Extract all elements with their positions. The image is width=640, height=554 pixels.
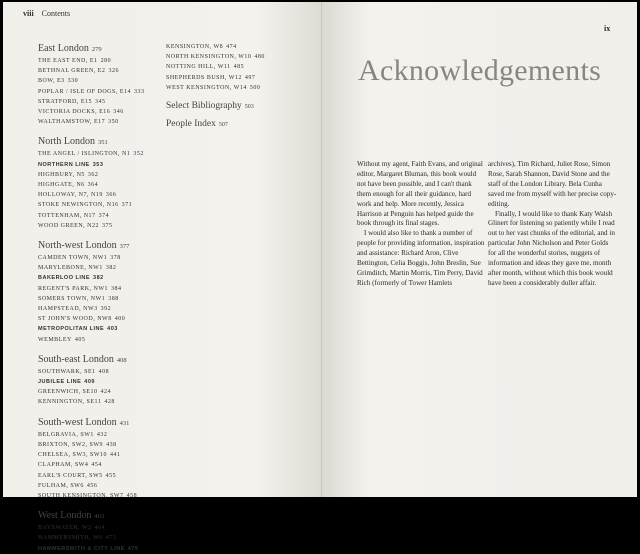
entry-name: METROPOLITAN LINE [38, 326, 105, 333]
toc-entry [38, 387, 163, 397]
page-number: 456 [86, 482, 98, 489]
paragraph: Without my agent, Faith Evans, and original editor, Margaret Bluman, this book would not have been possible, and I can't thank them enough for all their guidance, hard work and help. More recently, Jessica Harrison at Penguin has helped guide the book through its final stages. [357, 160, 483, 228]
page-number: 503 [244, 104, 254, 111]
left-page [3, 2, 322, 552]
toc-entry [38, 533, 163, 543]
page-number: 428 [104, 399, 115, 406]
toc-section-heading [38, 353, 163, 367]
page-number: 330 [67, 78, 79, 85]
page-number: 441 [110, 452, 121, 459]
toc-entry [38, 87, 163, 97]
toc-entry [38, 377, 163, 387]
page-number: 403 [107, 326, 118, 333]
section-title: Select Bibliography [166, 101, 242, 112]
page-number: 384 [111, 285, 122, 292]
page-number: 424 [100, 389, 111, 396]
entry-name: POPLAR / ISLE OF DOGS, E14 [38, 88, 132, 95]
section-title: People Index [166, 119, 216, 130]
page-number: 352 [133, 151, 144, 158]
entry-name: REGENT'S PARK, NW1 [38, 285, 109, 292]
toc-section-heading [38, 135, 163, 149]
entry-name: MARYLEBONE, NW1 [38, 265, 103, 272]
toc-section-heading [38, 42, 163, 56]
toc-entry [38, 397, 163, 407]
page-number: 497 [244, 74, 256, 81]
entry-name: HIGHGATE, N6 [38, 182, 85, 189]
toc-section-heading [166, 99, 306, 114]
page-number: 464 [94, 525, 106, 532]
entry-name: VICTORIA DOCKS, E16 [38, 109, 111, 116]
page-number: 353 [92, 161, 104, 168]
page-number: 366 [105, 192, 117, 199]
page-number: 351 [97, 139, 108, 147]
toc-entry [166, 73, 306, 83]
entry-name: SOMERS TOWN, NW1 [38, 295, 106, 302]
toc-entry [166, 42, 306, 52]
entry-name: TOTTENHAM, N17 [38, 212, 96, 219]
toc-entry [38, 190, 163, 200]
page-number: 431 [119, 419, 130, 427]
page-number: 405 [74, 336, 86, 343]
entry-name: NORTHERN LINE [38, 161, 90, 168]
entry-name: ST JOHN'S WOOD, NW8 [38, 316, 112, 323]
entry-name: BRIXTON, SW2, SW9 [38, 441, 104, 448]
entry-name: WALTHAMSTOW, E17 [38, 119, 106, 126]
entry-name: SOUTHWARK, SE1 [38, 368, 96, 375]
toc-entry [38, 523, 163, 533]
toc-entry [38, 335, 163, 345]
section-title: West London [38, 510, 92, 522]
entry-name: WEMBLEY [38, 336, 72, 343]
page-number: 454 [91, 462, 102, 469]
contents-column-2 [166, 42, 306, 132]
toc-entry [38, 460, 163, 470]
entry-name: BAKERLOO LINE [38, 275, 91, 282]
running-header [23, 9, 70, 18]
toc-entry [38, 149, 163, 159]
toc-entry [38, 253, 163, 263]
toc-entry [38, 160, 163, 170]
contents-column-1 [38, 42, 163, 554]
toc-entry [38, 304, 163, 314]
toc-section-heading [38, 239, 163, 253]
toc-entry [38, 367, 163, 377]
toc-entry [38, 430, 163, 440]
entry-name: FULHAM, SW6 [38, 482, 84, 489]
entry-name: STOKE NEWINGTON, N16 [38, 202, 119, 209]
page-number: 485 [233, 64, 245, 71]
page-number: 463 [94, 513, 105, 521]
entry-name: WEST KENSINGTON, W14 [166, 84, 247, 91]
entry-name: BAYSWATER, W2 [38, 525, 92, 532]
page-number: 333 [134, 88, 145, 95]
entry-name: THE EAST END, E1 [38, 58, 98, 64]
folio-right: ix [604, 24, 611, 33]
page-title: Acknowledgements [358, 54, 602, 87]
toc-entry [38, 273, 163, 283]
page-number: 378 [110, 255, 121, 262]
entry-name: THE ANGEL / ISLINGTON, N1 [38, 151, 131, 158]
page-number: 346 [113, 109, 124, 116]
toc-entry [38, 544, 163, 554]
entry-name: BELGRAVIA, SW1 [38, 431, 94, 438]
paragraph: Finally, I would like to thank Katy Walsh Glinert for listening so patiently while I read out to her vast chunks of the editorial, and in particular John Nicholson and Peter Golds for all the wonderful stories, nuggets of information and ideas they gave me, month after month, without which this book would have been a considerably duller affair. [488, 209, 615, 287]
page-number: 382 [93, 275, 104, 282]
entry-name: STRATFORD, E15 [38, 98, 93, 105]
page-number: 409 [84, 379, 95, 386]
entry-name: JUBILEE LINE [38, 379, 82, 386]
page-number: 364 [87, 182, 99, 189]
entry-name: CLAPHAM, SW4 [38, 462, 89, 469]
page-number: 438 [106, 441, 117, 448]
entry-name: HIGHBURY, N5 [38, 171, 85, 178]
section-title: East London [38, 43, 89, 54]
page-number: 350 [108, 119, 119, 126]
folio-left: viii [23, 9, 34, 18]
page-number: 507 [218, 122, 228, 129]
page-number: 375 [102, 222, 113, 229]
entry-name: HAMMERSMITH & CITY LINE [38, 545, 125, 552]
section-title: South-east London [38, 353, 114, 365]
page-number: 458 [126, 492, 138, 499]
header-title: Contents [41, 9, 71, 18]
page-number: 475 [127, 545, 139, 552]
paragraph: archives), Tim Richard, Juliet Rose, Simon Rose, Sarah Shannon, David Stone and the staff of the London Library. Bela Cunha saved me from myself with her precise copy-editing. [488, 160, 617, 208]
page-number: 371 [121, 202, 133, 209]
toc-section-heading [166, 117, 306, 132]
ack-column-1 [357, 160, 485, 289]
page-number: 374 [98, 212, 110, 219]
toc-entry [38, 76, 163, 86]
entry-name: BOW, E3 [38, 78, 65, 85]
page-number: 377 [119, 243, 130, 251]
entry-name: WOOD GREEN, N22 [38, 222, 99, 229]
toc-entry [38, 170, 163, 180]
toc-section-heading [38, 416, 163, 430]
entry-name: NORTH KENSINGTON, W10 [166, 54, 252, 61]
entry-name: SOUTH KENSINGTON, SW7 [38, 492, 124, 499]
entry-name: KENNINGTON, SE11 [38, 399, 102, 406]
toc-entry [38, 324, 163, 334]
entry-name: NOTTING HILL, W11 [166, 64, 231, 71]
page-number: 473 [105, 535, 117, 542]
toc-entry [38, 440, 163, 450]
toc-entry [38, 294, 163, 304]
page-number: 474 [226, 44, 237, 50]
page-number: 345 [95, 98, 106, 105]
toc-entry [38, 450, 163, 460]
toc-entry [166, 62, 306, 72]
section-title: North London [38, 136, 95, 148]
paragraph: I would also like to thank a number of people for providing information, inspiration and assistance: Richard Aron, Clive Bettington, Celia Boggis, John Breslin, Sue Grimditch, Martin Morris, Tim Perry, David Rich (formerly of Tower Hamlets [357, 229, 485, 287]
page-number: 500 [249, 84, 261, 91]
book-spread [3, 2, 637, 552]
entry-name: HAMMERSMITH, W6 [38, 535, 103, 542]
page-number: 280 [100, 58, 112, 64]
page-number: 326 [108, 68, 119, 75]
toc-entry [38, 107, 163, 117]
entry-name: CHELSEA, SW3, SW10 [38, 452, 107, 459]
entry-name: BETHNAL GREEN, E2 [38, 68, 106, 75]
page-number: 480 [254, 54, 265, 61]
section-title: South-west London [38, 416, 117, 428]
toc-entry [38, 481, 163, 491]
toc-entry [38, 117, 163, 127]
page-number: 388 [108, 295, 119, 302]
page-number: 408 [116, 356, 127, 364]
toc-entry [38, 200, 163, 210]
toc-entry [38, 284, 163, 294]
toc-entry [38, 66, 163, 76]
toc-entry [38, 97, 163, 107]
entry-name: HAMPSTEAD, NW3 [38, 306, 98, 313]
entry-name: SHEPHERDS BUSH, W12 [166, 74, 242, 81]
toc-entry [38, 314, 163, 324]
entry-name: KENSINGTON, W8 [166, 44, 224, 50]
page-number: 382 [105, 265, 117, 272]
right-page [322, 2, 637, 497]
page-number: 408 [98, 368, 110, 375]
page-number: 455 [105, 472, 117, 479]
entry-name: EARL'S COURT, SW5 [38, 472, 103, 479]
page-number: 362 [87, 171, 99, 178]
toc-entry [38, 471, 163, 481]
section-title: North-west London [38, 240, 117, 252]
toc-entry [166, 83, 306, 93]
entry-name: CAMDEN TOWN, NW1 [38, 255, 108, 262]
page-number: 400 [114, 316, 126, 323]
entry-name: GREENWICH, SE10 [38, 389, 98, 396]
entry-name: HOLLOWAY, N7, N19 [38, 192, 103, 199]
page-number: 432 [96, 431, 108, 438]
page-number: 392 [100, 306, 112, 313]
toc-entry [38, 491, 163, 501]
toc-entry [38, 211, 163, 221]
ack-column-2 [488, 160, 618, 289]
page-number: 279 [91, 46, 102, 53]
toc-entry [38, 221, 163, 231]
toc-entry [166, 52, 306, 62]
toc-entry [38, 56, 163, 66]
toc-section-heading [38, 509, 163, 523]
toc-entry [38, 263, 163, 273]
toc-entry [38, 180, 163, 190]
